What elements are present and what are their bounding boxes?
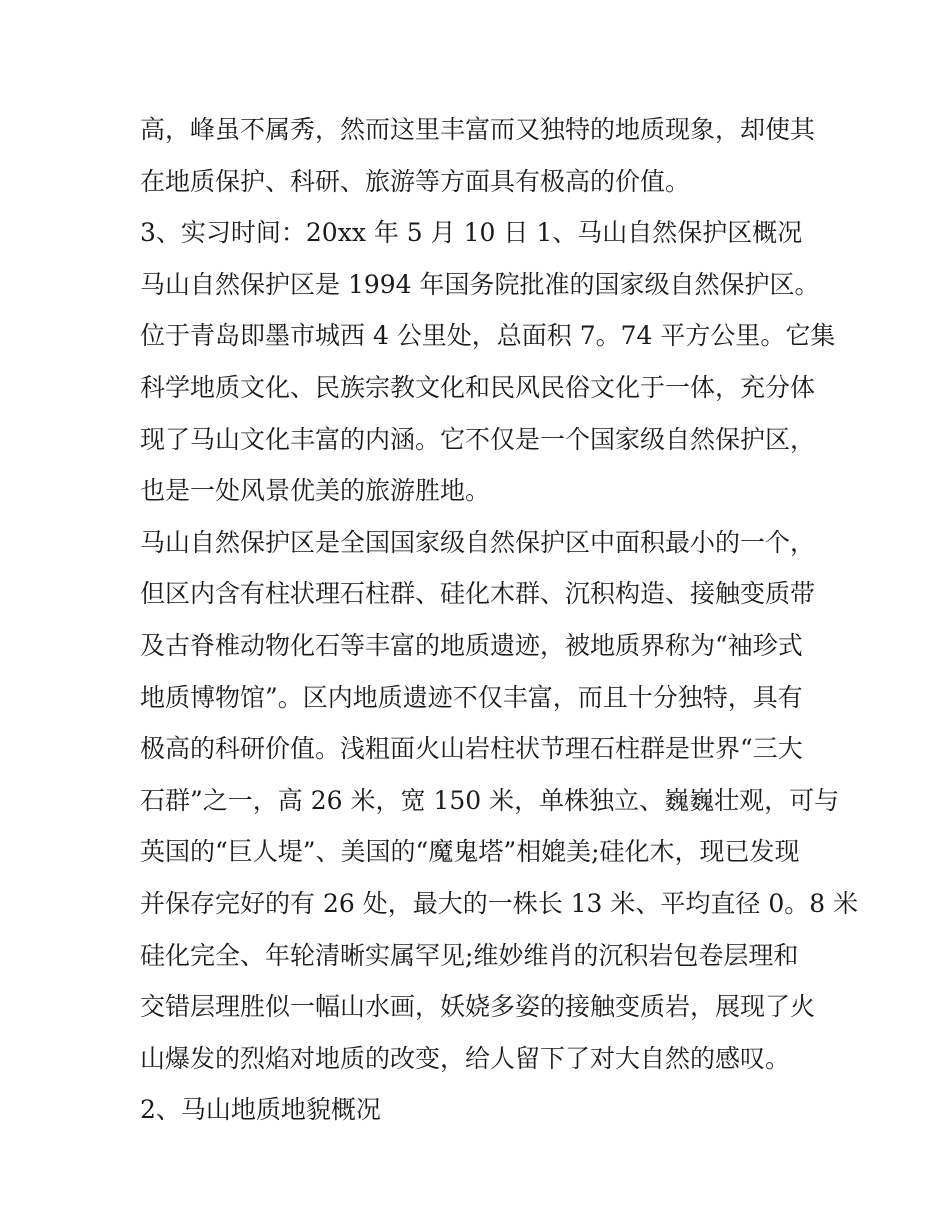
text-line: 马山自然保护区是 1994 年国务院批准的国家级自然保护区。: [140, 269, 820, 299]
text-line: 位于青岛即墨市城西 4 公里处，总面积 7。74 平方公里。它集: [140, 321, 836, 351]
text-line: 也是一处风景优美的旅游胜地。: [140, 476, 491, 506]
text-line: 在地质保护、科研、旅游等方面具有极高的价值。: [140, 166, 691, 196]
text-line: 地质博物馆”。区内地质遗迹不仅丰富，而且十分独特，具有: [140, 682, 803, 712]
text-line: 英国的“巨人堤”、美国的“魔鬼塔”相媲美;硅化木，现已发现: [140, 837, 800, 867]
text-line: 硅化完全、年轮清晰实属罕见;维妙维肖的沉积岩包卷层理和: [140, 940, 799, 970]
text-line: 并保存完好的有 26 处，最大的一株长 13 米、平均直径 0。8 米: [140, 888, 859, 918]
text-line: 但区内含有柱状理石柱群、硅化木群、沉积构造、接触变质带: [140, 579, 816, 609]
text-line: 石群”之一，高 26 米，宽 150 米，单株独立、巍巍壮观，可与: [140, 785, 840, 815]
text-line: 交错层理胜似一幅山水画，妖娆多姿的接触变质岩，展现了火: [140, 992, 816, 1022]
section-heading: 2、马山地质地貌概况: [140, 1095, 381, 1125]
text-line: 马山自然保护区是全国国家级自然保护区中面积最小的一个，: [140, 527, 816, 557]
text-line: 及古脊椎动物化石等丰富的地质遗迹，被地质界称为“袖珍式: [140, 630, 803, 660]
text-line: 科学地质文化、民族宗教文化和民风民俗文化于一体，充分体: [140, 372, 816, 402]
text-line: 山爆发的烈焰对地质的改变，给人留下了对大自然的感叹。: [140, 1043, 791, 1073]
text-line: 极高的科研价值。浅粗面火山岩柱状节理石柱群是世界“三大: [140, 734, 803, 764]
body-text: [140, 104, 859, 1136]
text-line: 现了马山文化丰富的内涵。它不仅是一个国家级自然保护区，: [140, 424, 816, 454]
section-heading: 3、实习时间：20xx 年 5 月 10 日 1、马山自然保护区概况: [140, 218, 803, 248]
text-line: 高，峰虽不属秀，然而这里丰富而又独特的地质现象，却使其: [140, 115, 816, 144]
